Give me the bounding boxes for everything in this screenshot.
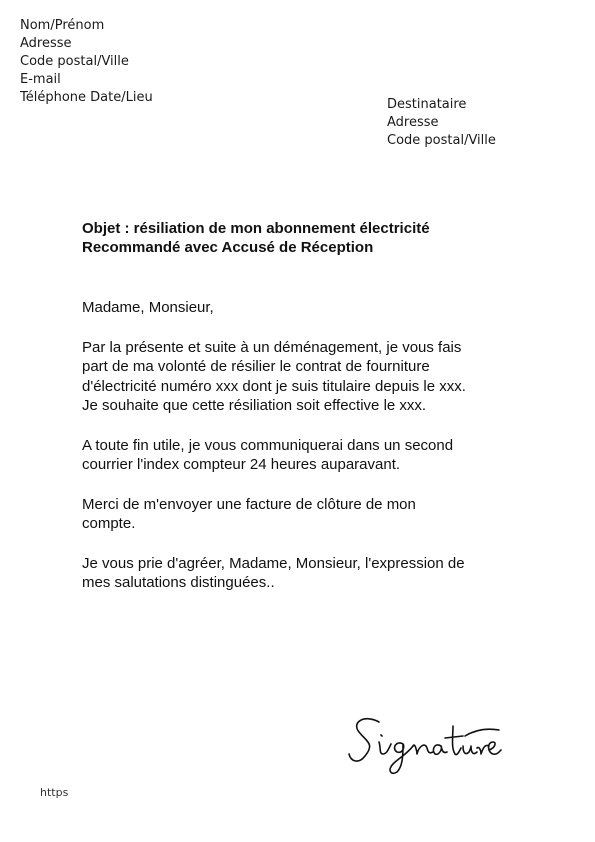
- paragraph-line: Je vous prie d'agréer, Madame, Monsieur, l'expression de: [82, 554, 465, 572]
- footer-url: https: [40, 786, 69, 799]
- paragraph-termination: [82, 338, 522, 416]
- sender-name: Nom/Prénom: [20, 18, 105, 33]
- paragraph-line: Merci de m'envoyer une facture de clôture de mon: [82, 495, 416, 513]
- letter-body: [82, 298, 522, 613]
- paragraph-line: Je souhaite que cette résiliation soit effective le xxx.: [82, 397, 427, 414]
- paragraph-line: mes salutations distinguées..: [82, 574, 275, 591]
- registered-mail-line: Recommandé avec Accusé de Réception: [82, 239, 374, 256]
- recipient-address: Adresse: [387, 115, 439, 130]
- sender-phone-date-place: Téléphone Date/Lieu: [20, 90, 153, 105]
- paragraph-line: Par la présente et suite à un déménagement, je vous fais: [82, 338, 462, 356]
- paragraph-line: compte.: [82, 515, 136, 532]
- recipient-name: Destinataire: [387, 97, 467, 112]
- recipient-postal-city: Code postal/Ville: [387, 133, 496, 148]
- sender-email: E-mail: [20, 72, 61, 87]
- paragraph-line: A toute fin utile, je vous communiquerai dans un second: [82, 436, 454, 454]
- paragraph-meter-index: [82, 436, 522, 475]
- subject-line: Objet : résiliation de mon abonnement électricité: [82, 220, 430, 237]
- recipient-block: [387, 96, 496, 150]
- paragraph-invoice: [82, 495, 522, 534]
- paragraph-line: d'électricité numéro xxx dont je suis titulaire depuis le xxx.: [82, 377, 466, 395]
- paragraph-line: part de ma volonté de résilier le contrat de fourniture: [82, 358, 430, 375]
- paragraph-closing: [82, 554, 522, 593]
- sender-postal-city: Code postal/Ville: [20, 54, 129, 69]
- handwritten-signature: [345, 708, 505, 788]
- paragraph-line: courrier l'index compteur 24 heures auparavant.: [82, 456, 401, 473]
- greeting: Madame, Monsieur,: [82, 299, 214, 316]
- sender-block: [20, 17, 153, 107]
- sender-address: Adresse: [20, 36, 72, 51]
- subject-block: [82, 219, 430, 257]
